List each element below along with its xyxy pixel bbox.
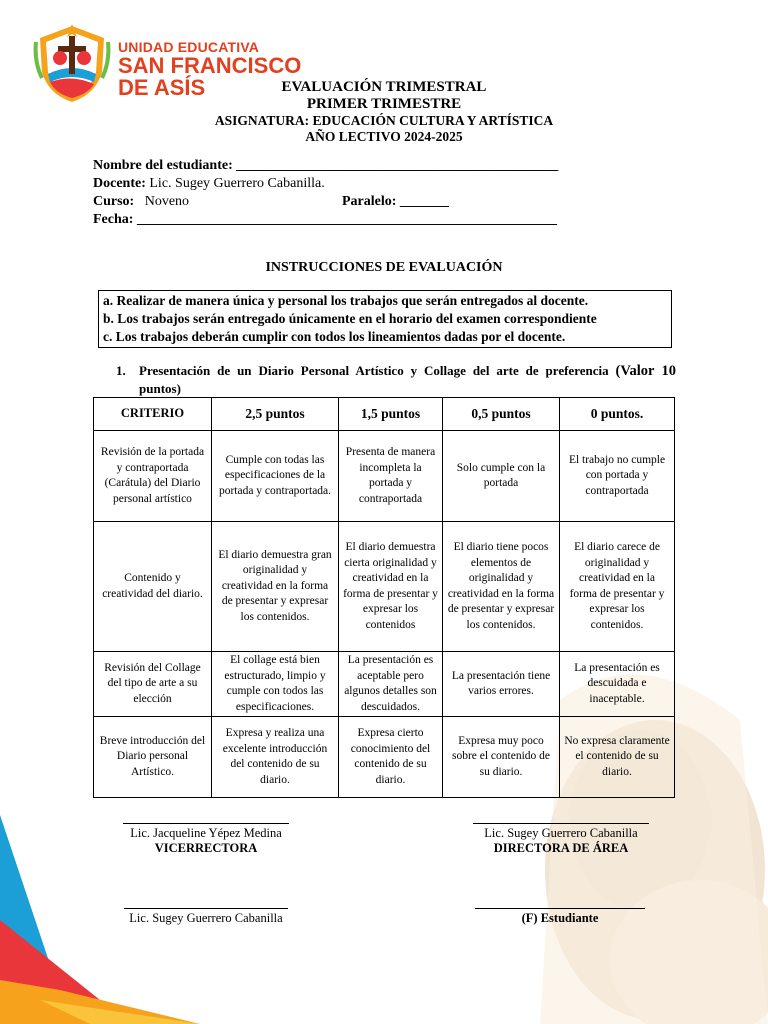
instruction-item: c. Los trabajos deberán cumplir con todos los lineamientos dadas por el docente. (103, 329, 566, 344)
rubric-header-row (94, 398, 675, 431)
instructions-box (98, 290, 672, 348)
score-cell: El diario carece de originalidad y creatividad en la forma de presentar y expresar los contenidos. (560, 522, 675, 652)
score-cell: No expresa claramente el contenido de su diario. (560, 717, 675, 798)
criterio-cell: Breve introducción del Diario personal Artístico. (94, 717, 212, 798)
rubric-header-2-5: 2,5 puntos (212, 398, 339, 431)
document-header (0, 75, 768, 145)
score-cell: La presentación es descuidada e inaceptable. (560, 652, 675, 717)
student-name-label: Nombre del estudiante: (93, 158, 233, 173)
section-value-open: (Valor 10 (615, 363, 677, 379)
section-number: 1. (116, 363, 126, 378)
score-cell: Expresa cierto conocimiento del contenido de su diario. (339, 717, 443, 798)
criterio-cell: Revisión de la portada y contraportada (Carátula) del Diario personal artístico (94, 431, 212, 522)
document-title: EVALUACIÓN TRIMESTRAL (281, 79, 487, 95)
parallel-label: Paralelo: (342, 194, 397, 209)
signature-vicerrectora (118, 823, 294, 856)
date-label: Fecha: (93, 212, 134, 227)
score-cell: Solo cumple con la portada (443, 431, 560, 522)
course-value: Noveno (144, 194, 190, 209)
instructions-title: INSTRUCCIONES DE EVALUACIÓN (265, 260, 503, 275)
document-year: AÑO LECTIVO 2024-2025 (305, 129, 463, 144)
signature-role: DIRECTORA DE ÁREA (493, 841, 629, 855)
student-info-fields (93, 157, 573, 229)
teacher-value: Lic. Sugey Guerrero Cabanilla. (149, 176, 325, 191)
student-name-row (93, 157, 573, 175)
signature-line (475, 908, 645, 909)
signature-estudiante (470, 908, 650, 926)
signature-name: Lic. Sugey Guerrero Cabanilla (129, 911, 283, 925)
section-heading (116, 362, 676, 397)
score-cell: Expresa muy poco sobre el contenido de su diario. (443, 717, 560, 798)
score-cell: El diario demuestra cierta originalidad y creatividad en la forma de presentar y expresar los contenidos (339, 522, 443, 652)
course-row (93, 193, 573, 211)
course-label: Curso: (93, 194, 135, 209)
document-subject: ASIGNATURA: EDUCACIÓN CULTURA Y ARTÍSTICA (214, 113, 554, 128)
school-name-line1: UNIDAD EDUCATIVA (118, 39, 260, 55)
signature-role: VICERRECTORA (154, 841, 258, 855)
score-cell: La presentación es aceptable pero algunos detalles son descuidados. (339, 652, 443, 717)
teacher-row (93, 175, 573, 193)
rubric-table (93, 397, 675, 798)
signature-line (123, 823, 289, 824)
signature-directora (466, 823, 656, 856)
table-row (94, 652, 675, 717)
date-row (93, 211, 573, 229)
score-cell: El diario tiene pocos elementos de originalidad y creatividad en la forma de presentar y expresar los contenidos. (443, 522, 560, 652)
parallel-field (342, 193, 449, 211)
rubric-header-0-5: 0,5 puntos (443, 398, 560, 431)
criterio-cell: Contenido y creatividad del diario. (94, 522, 212, 652)
criterio-cell: Revisión del Collage del tipo de arte a su elección (94, 652, 212, 717)
table-row (94, 522, 675, 652)
section-text-line1 (116, 362, 676, 380)
document-period: PRIMER TRIMESTRE (306, 96, 462, 112)
score-cell: El collage está bien estructurado, limpio y cumple con todos las especificaciones. (212, 652, 339, 717)
signature-role: (F) Estudiante (521, 911, 599, 925)
score-cell: El diario demuestra gran originalidad y creatividad en la forma de presentar y expresar los contenidos. (212, 522, 339, 652)
score-cell: Cumple con todas las especificaciones de la portada y contraportada. (212, 431, 339, 522)
student-name-blank[interactable]: ______________________________________________ (236, 158, 559, 173)
section-value-close: puntos) (139, 381, 181, 396)
rubric-header-criterio: CRITERIO (94, 398, 212, 431)
section-text: Presentación de un Diario Personal Artístico y Collage del arte de preferencia (139, 363, 609, 378)
score-cell: Expresa y realiza una excelente introducción del contenido de su diario. (212, 717, 339, 798)
date-blank[interactable]: ____________________________________________________________ (136, 212, 557, 227)
instruction-item: b. Los trabajos serán entregado únicamente en el horario del examen correspondiente (103, 311, 597, 326)
signature-line (124, 908, 288, 909)
signature-docente (118, 908, 294, 926)
signature-name: Lic. Sugey Guerrero Cabanilla (484, 826, 638, 840)
rubric-header-0: 0 puntos. (560, 398, 675, 431)
rubric-header-1-5: 1,5 puntos (339, 398, 443, 431)
table-row (94, 717, 675, 798)
school-name-line3: DE ASÍS (118, 75, 206, 100)
table-row (94, 431, 675, 522)
signature-line (473, 823, 649, 824)
school-name-line2: SAN FRANCISCO (118, 53, 302, 78)
score-cell: Presenta de manera incompleta la portada y contraportada (339, 431, 443, 522)
score-cell: La presentación tiene varios errores. (443, 652, 560, 717)
signature-name: Lic. Jacqueline Yépez Medina (130, 826, 282, 840)
instruction-item: a. Realizar de manera única y personal los trabajos que serán entregados al docente. (103, 293, 589, 308)
parallel-blank[interactable]: _______ (399, 194, 449, 209)
score-cell: El trabajo no cumple con portada y contraportada (560, 431, 675, 522)
teacher-label: Docente: (93, 176, 146, 191)
